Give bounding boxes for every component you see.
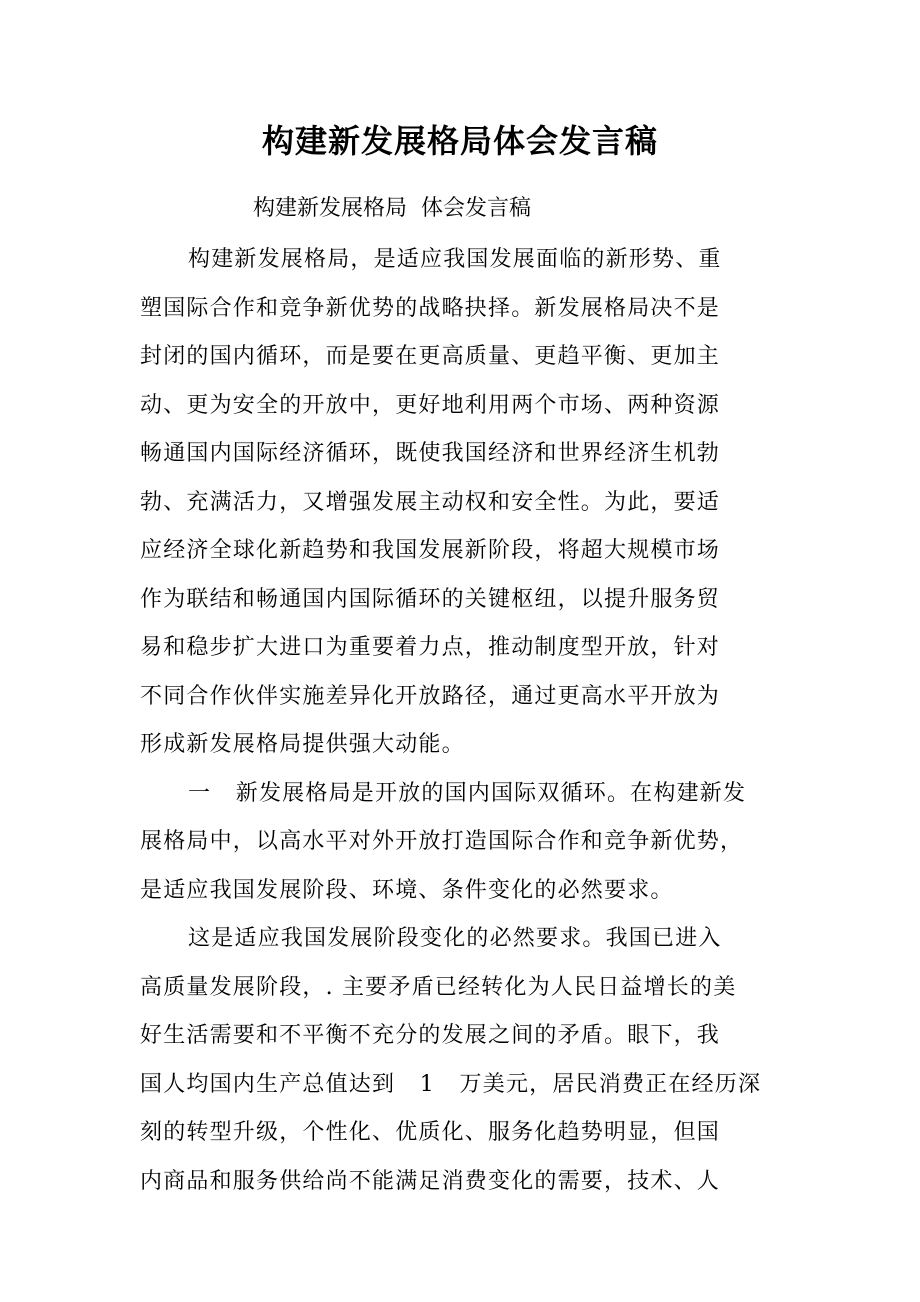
paragraph-line: 这是适应我国发展阶段变化的必然要求。我国已进入 — [188, 926, 722, 951]
paragraph-line: 塑国际合作和竞争新优势的战略抉择。新发展格局决不是 — [140, 295, 721, 321]
paragraph-line: 刻的转型升级，个性化、优质化、服务化趋势明显，但国 — [140, 1120, 721, 1145]
paragraph-line: 易和稳步扩大进口为重要着力点，推动制度型开放，针对 — [140, 635, 721, 660]
paragraph-line: 是适应我国发展阶段、环境、条件变化的必然要求。 — [140, 877, 674, 903]
paragraph-2 — [140, 770, 780, 916]
paragraph-1 — [140, 236, 780, 770]
paragraph-line: 构建新发展格局，是适应我国发展面临的新形势、重 — [188, 247, 722, 272]
paragraph-line: 不同合作伙伴实施差异化开放路径，通过更高水平开放为 — [140, 683, 721, 709]
paragraph-line: 内商品和服务供给尚不能满足消费变化的需要，技术、人 — [140, 1168, 721, 1194]
paragraph-line: 形成新发展格局提供强大动能。 — [140, 732, 465, 757]
paragraph-line: 展格局中，以高水平对外开放打造国际合作和竞争新优势， — [140, 829, 744, 854]
paragraph-line: 动、更为安全的开放中，更好地利用两个市场、两种资源 — [140, 392, 721, 418]
paragraph-line: 勃、充满活力，又增强发展主动权和安全性。为此，要适 — [140, 489, 721, 515]
paragraph-line: 一 新发展格局是开放的国内国际双循环。在构建新发 — [188, 780, 747, 806]
paragraph-line: 封闭的国内循环，而是要在更高质量、更趋平衡、更加主 — [140, 344, 721, 369]
paragraph-line: 高质量发展阶段，. 主要矛盾已经转化为人民日益增长的美 — [140, 974, 737, 1000]
paragraph-line: 国人均国内生产总值达到 1 万美元，居民消费正在经历深 — [140, 1071, 762, 1097]
document-subtitle: 构建新发展格局 体会发言稿 — [253, 196, 531, 221]
document-body — [140, 236, 780, 1206]
paragraph-line: 作为联结和畅通国内国际循环的关键枢纽，以提升服务贸 — [140, 586, 721, 612]
paragraph-3 — [140, 915, 780, 1206]
paragraph-line: 畅通国内国际经济循环，既使我国经济和世界经济生机勃 — [140, 441, 721, 466]
paragraph-line: 好生活需要和不平衡不充分的发展之间的矛盾。眼下，我 — [140, 1023, 721, 1048]
paragraph-line: 应经济全球化新趋势和我国发展新阶段，将超大规模市场 — [140, 538, 721, 563]
document-title: 构建新发展格局体会发言稿 — [261, 122, 658, 160]
